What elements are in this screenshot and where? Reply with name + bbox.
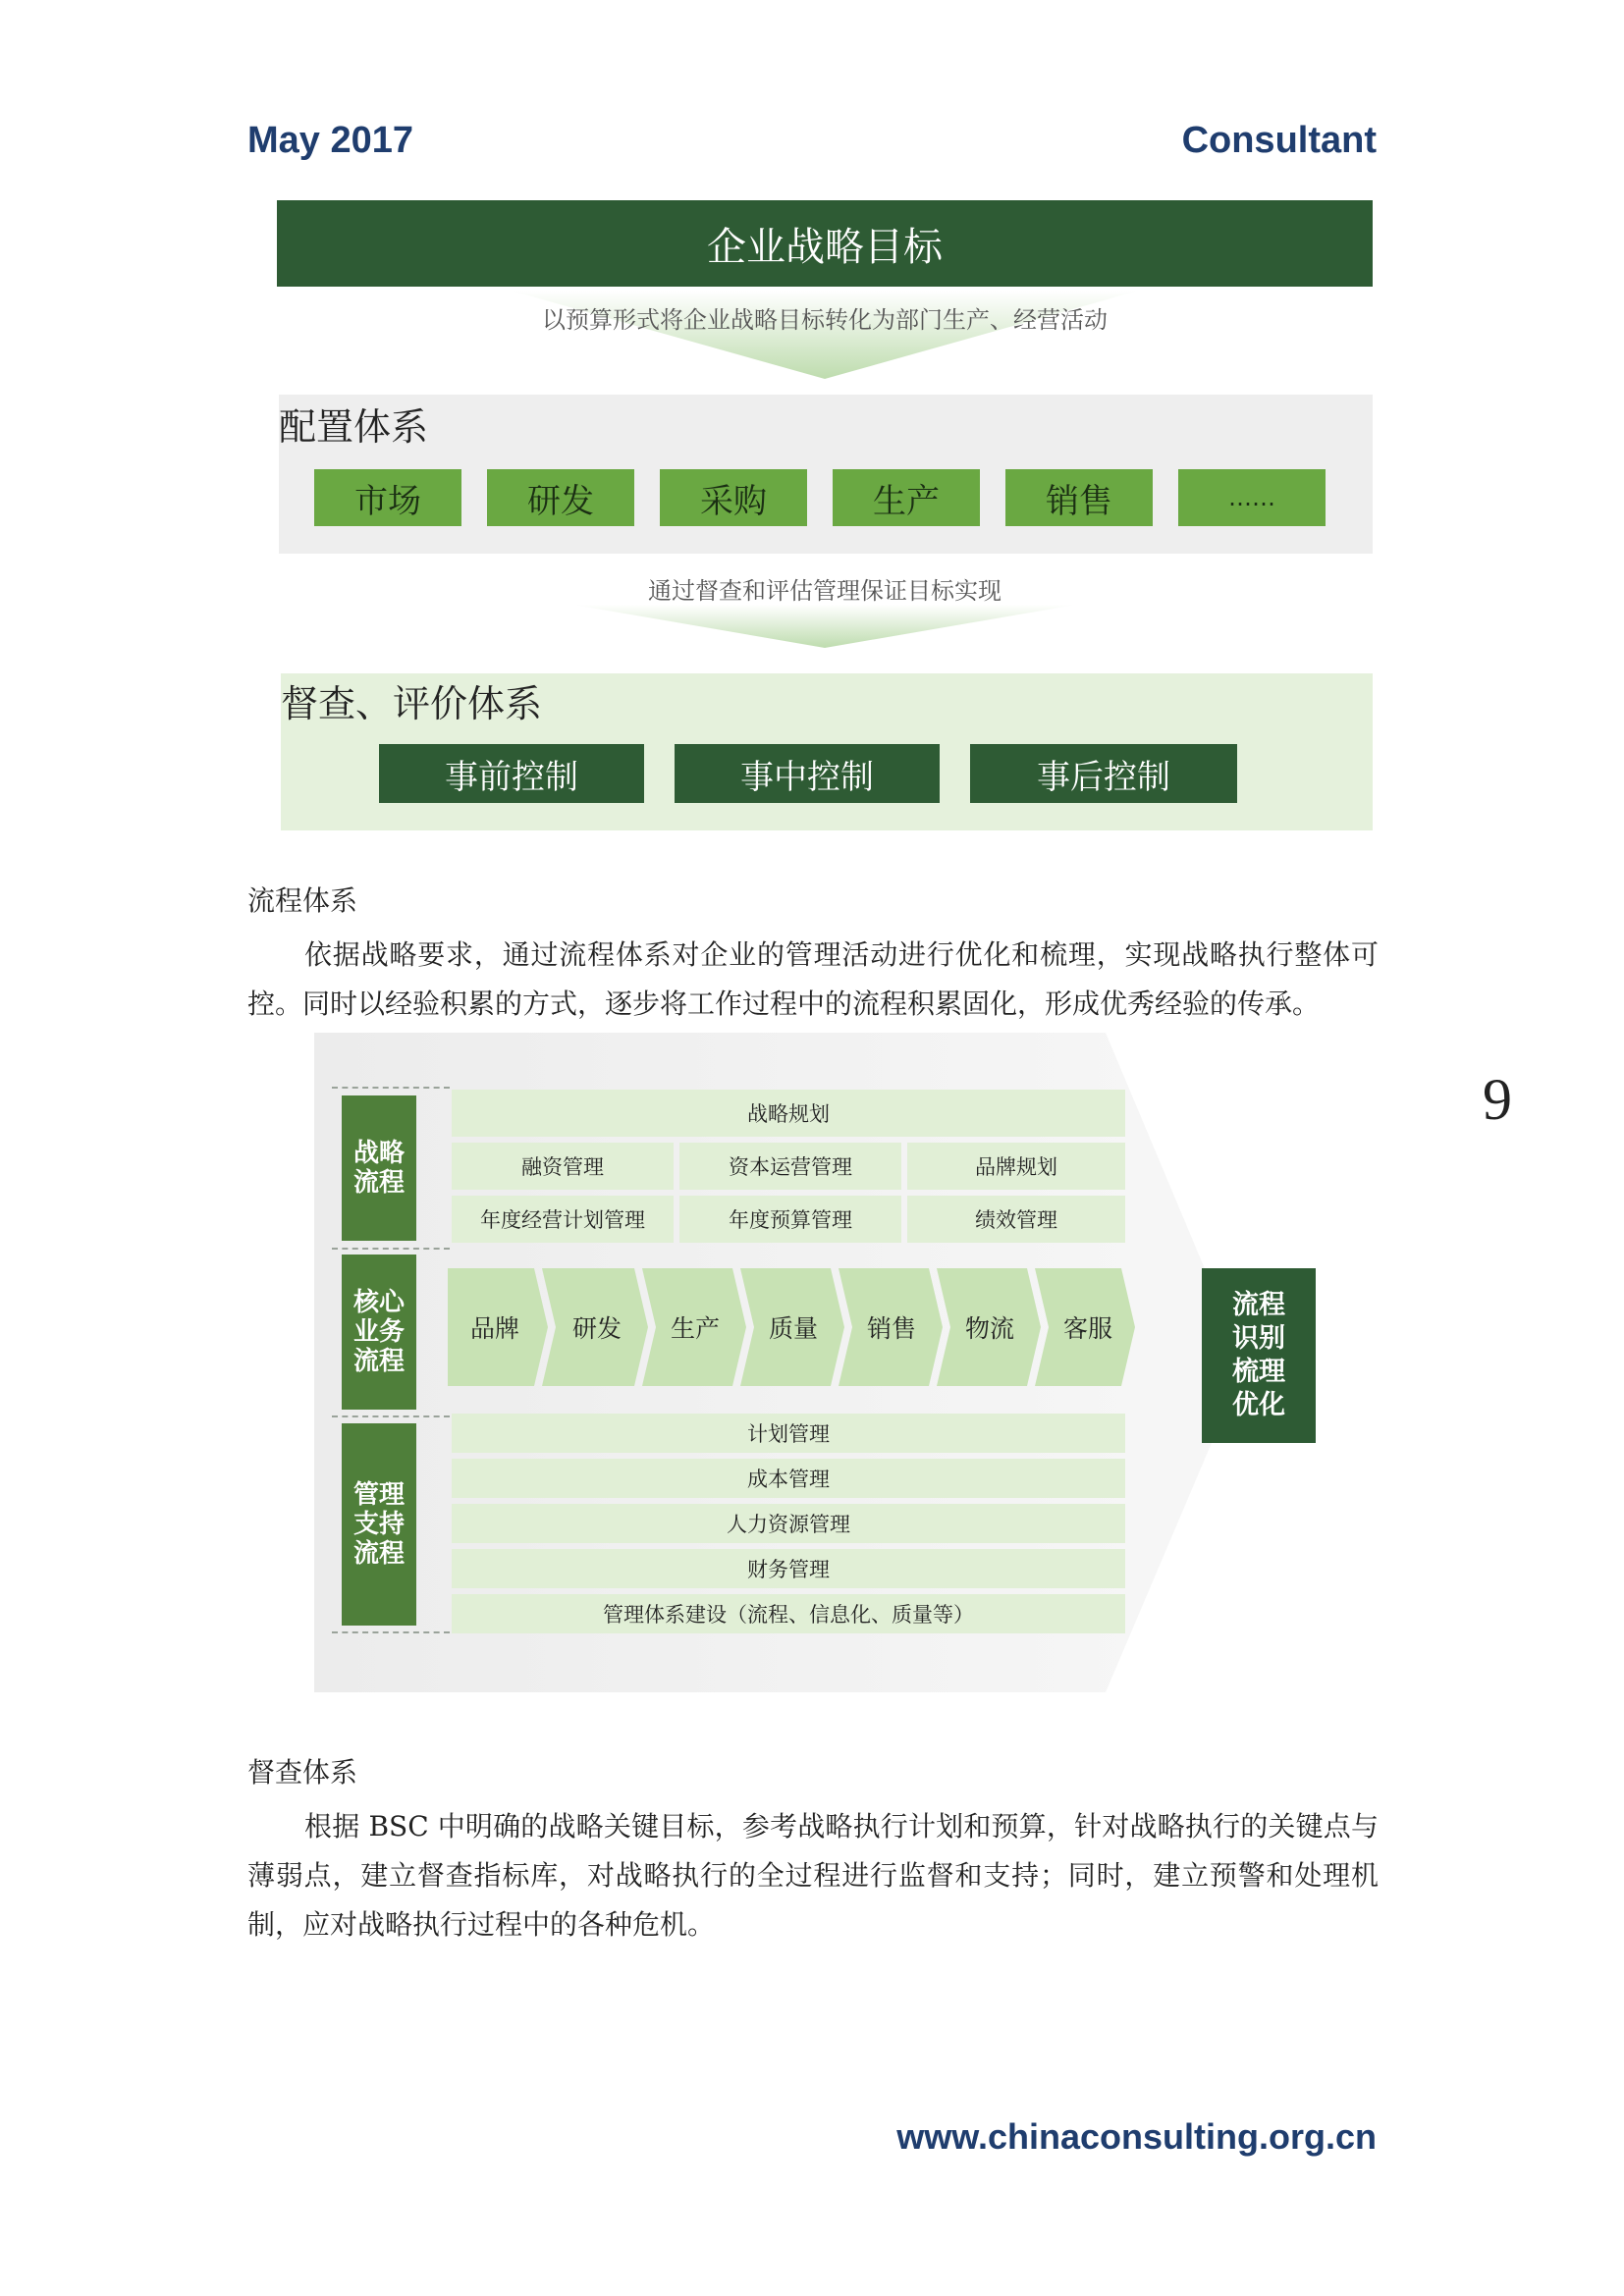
divider <box>332 1415 450 1417</box>
config-title: 配置体系 <box>279 405 429 449</box>
page-number: 9 <box>1483 1067 1512 1132</box>
strategy-process-label: 战略 流程 <box>342 1095 416 1241</box>
financing-cell: 融资管理 <box>452 1143 674 1190</box>
eval-item-before: 事前控制 <box>379 744 644 803</box>
support-item-plan: 计划管理 <box>452 1414 1125 1453</box>
down-arrow-1 <box>511 291 1139 379</box>
brand-planning-cell: 品牌规划 <box>907 1143 1125 1190</box>
header-date: May 2017 <box>247 120 414 161</box>
support-item-cost: 成本管理 <box>452 1459 1125 1498</box>
support-process-label: 管理 支持 流程 <box>342 1423 416 1626</box>
core-item-rd: 研发 <box>571 1314 622 1343</box>
goal-bar: 企业战略目标 <box>277 200 1373 287</box>
core-item-production: 生产 <box>670 1314 720 1343</box>
section-title-supervision: 督查体系 <box>247 1756 358 1789</box>
core-item-service: 客服 <box>1062 1314 1112 1343</box>
footer-url: www.chinaconsulting.org.cn <box>896 2116 1377 2157</box>
process-diagram <box>314 1033 1245 1692</box>
arrow-1-text: 以预算形式将企业战略目标转化为部门生产、经营活动 <box>542 306 1108 334</box>
strategy-planning-cell: 战略规划 <box>452 1090 1125 1137</box>
support-item-system: 管理体系建设（流程、信息化、质量等） <box>452 1594 1125 1633</box>
eval-panel <box>281 673 1373 830</box>
annual-budget-cell: 年度预算管理 <box>679 1196 901 1243</box>
config-item-more: …… <box>1178 469 1326 526</box>
config-item-production: 生产 <box>833 469 980 526</box>
eval-item-after: 事后控制 <box>970 744 1237 803</box>
config-item-rd: 研发 <box>487 469 634 526</box>
capital-ops-cell: 资本运营管理 <box>679 1143 901 1190</box>
config-item-market: 市场 <box>314 469 461 526</box>
header-magazine: Consultant <box>1181 120 1377 161</box>
process-optimize-box: 流程 识别 梳理 优化 <box>1202 1268 1316 1443</box>
section-body-supervision: 根据 BSC 中明确的战略关键目标，参考战略执行计划和预算，针对战略执行的关键点与薄弱点，建立督查指标库，对战略执行的全过程进行监督和支持；同时，建立预警和处理机制，应对战略执行过程中的各种危机。 <box>247 1810 1379 1941</box>
core-item-brand: 品牌 <box>469 1314 519 1343</box>
core-item-sales: 销售 <box>866 1314 916 1343</box>
eval-item-during: 事中控制 <box>675 744 940 803</box>
down-arrow-2 <box>573 565 1076 648</box>
section-title-process: 流程体系 <box>247 884 358 917</box>
core-item-logistics: 物流 <box>964 1314 1014 1343</box>
divider <box>332 1248 450 1250</box>
section-body-process: 依据战略要求，通过流程体系对企业的管理活动进行优化和梳理，实现战略执行整体可控。同时以经验积累的方式，逐步将工作过程中的流程积累固化，形成优秀经验的传承。 <box>247 938 1379 1020</box>
core-item-quality: 质量 <box>768 1314 818 1343</box>
config-item-purchase: 采购 <box>660 469 807 526</box>
config-item-sales: 销售 <box>1005 469 1153 526</box>
config-panel <box>279 395 1373 554</box>
annual-plan-cell: 年度经营计划管理 <box>452 1196 674 1243</box>
divider <box>332 1631 450 1633</box>
core-process-label: 核心 业务 流程 <box>342 1255 416 1410</box>
arrow-2-text: 通过督查和评估管理保证目标实现 <box>648 577 1001 605</box>
support-item-finance: 财务管理 <box>452 1549 1125 1588</box>
support-item-hr: 人力资源管理 <box>452 1504 1125 1543</box>
eval-title: 督查、评价体系 <box>281 682 543 725</box>
performance-cell: 绩效管理 <box>907 1196 1125 1243</box>
divider <box>332 1087 450 1089</box>
